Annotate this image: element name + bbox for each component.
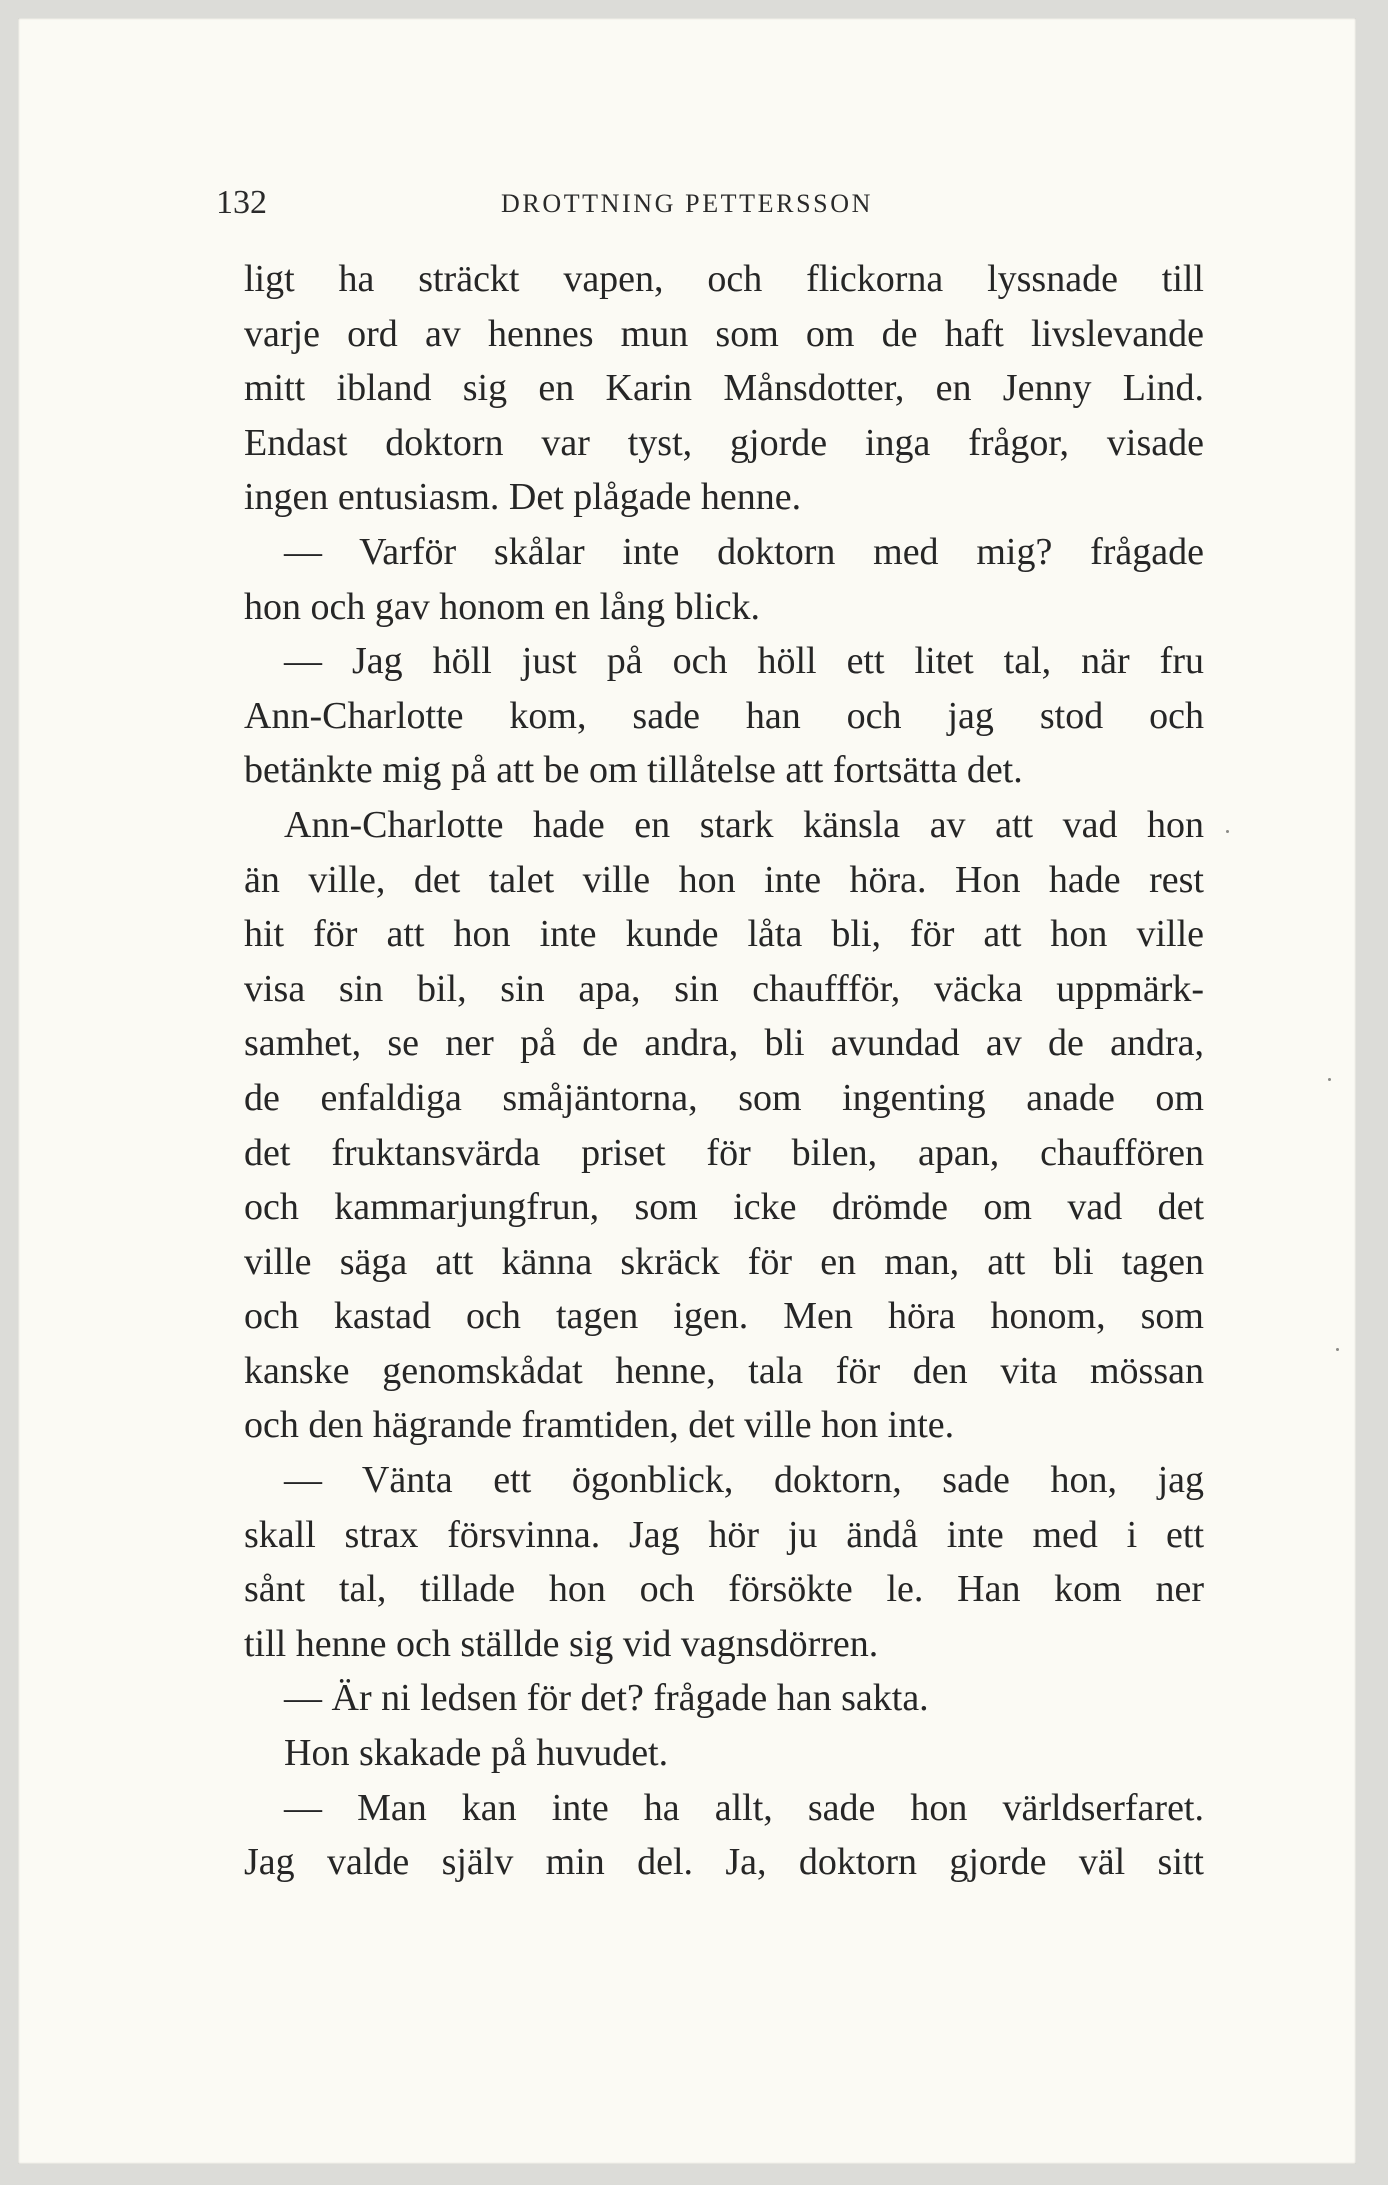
text-line: och den hägrande framtiden, det ville hon inte. [244, 1404, 955, 1447]
text-line: det fruktansvärda priset för bilen, apan, chauffören [244, 1131, 1204, 1174]
text-line: de enfaldiga småjäntorna, som ingenting anade om [244, 1076, 1204, 1119]
text-line: kanske genomskådat henne, tala för den vita mössan [244, 1349, 1204, 1392]
text-line: Hon skakade på huvudet. [284, 1732, 669, 1775]
text-line: Ann-Charlotte kom, sade han och jag stod och [244, 694, 1204, 737]
paper-speck [1226, 830, 1229, 833]
text-line: — Jag höll just på och höll ett litet tal, när fru [284, 640, 1204, 683]
body-text [244, 252, 1204, 1890]
text-line: — Vänta ett ögonblick, doktorn, sade hon, jag [284, 1459, 1204, 1502]
text-line: sånt tal, tillade hon och försökte le. Han kom ner [244, 1568, 1204, 1611]
text-line: till henne och ställde sig vid vagnsdörren. [244, 1622, 879, 1665]
text-line: mitt ibland sig en Karin Månsdotter, en Jenny Lind. [244, 367, 1204, 410]
text-line: hit för att hon inte kunde låta bli, för att hon ville [244, 913, 1204, 956]
text-line: än ville, det talet ville hon inte höra. Hon hade rest [244, 858, 1204, 901]
text-line: Ann-Charlotte hade en stark känsla av att vad hon [284, 803, 1204, 846]
paper-speck [1336, 1348, 1339, 1351]
text-line: visa sin bil, sin apa, sin chauffför, väcka uppmärk- [244, 967, 1204, 1010]
page-header [216, 183, 1216, 223]
text-line: Jag valde själv min del. Ja, doktorn gjorde väl sitt [244, 1841, 1204, 1884]
text-line: — Varför skålar inte doktorn med mig? frågade [284, 530, 1204, 573]
text-line: ligt ha sträckt vapen, och flickorna lyssnade till [244, 258, 1204, 300]
text-line: ingen entusiasm. Det plågade henne. [244, 476, 802, 519]
text-line: och kastad och tagen igen. Men höra honom, som [244, 1295, 1204, 1338]
paper-speck [1328, 1078, 1331, 1081]
page-number: 132 [216, 184, 267, 221]
text-line: och kammarjungfrun, som icke drömde om vad det [244, 1186, 1204, 1229]
text-line: samhet, se ner på de andra, bli avundad av de andra, [244, 1022, 1204, 1065]
text-line: hon och gav honom en lång blick. [244, 585, 761, 628]
text-line: betänkte mig på att be om tillåtelse att fortsätta det. [244, 749, 1023, 792]
text-line: skall strax försvinna. Jag hör ju ändå inte med i ett [244, 1513, 1204, 1556]
text-line: — Är ni ledsen för det? frågade han sakta. [284, 1677, 929, 1720]
text-line: Endast doktorn var tyst, gjorde inga frågor, visade [244, 421, 1204, 464]
text-line: — Man kan inte ha allt, sade hon världserfaret. [284, 1786, 1204, 1829]
running-head: DROTTNING PETTERSSON [501, 189, 873, 218]
text-line: varje ord av hennes mun som om de haft livslevande [244, 312, 1204, 355]
text-line: ville säga att känna skräck för en man, att bli tagen [244, 1240, 1204, 1283]
